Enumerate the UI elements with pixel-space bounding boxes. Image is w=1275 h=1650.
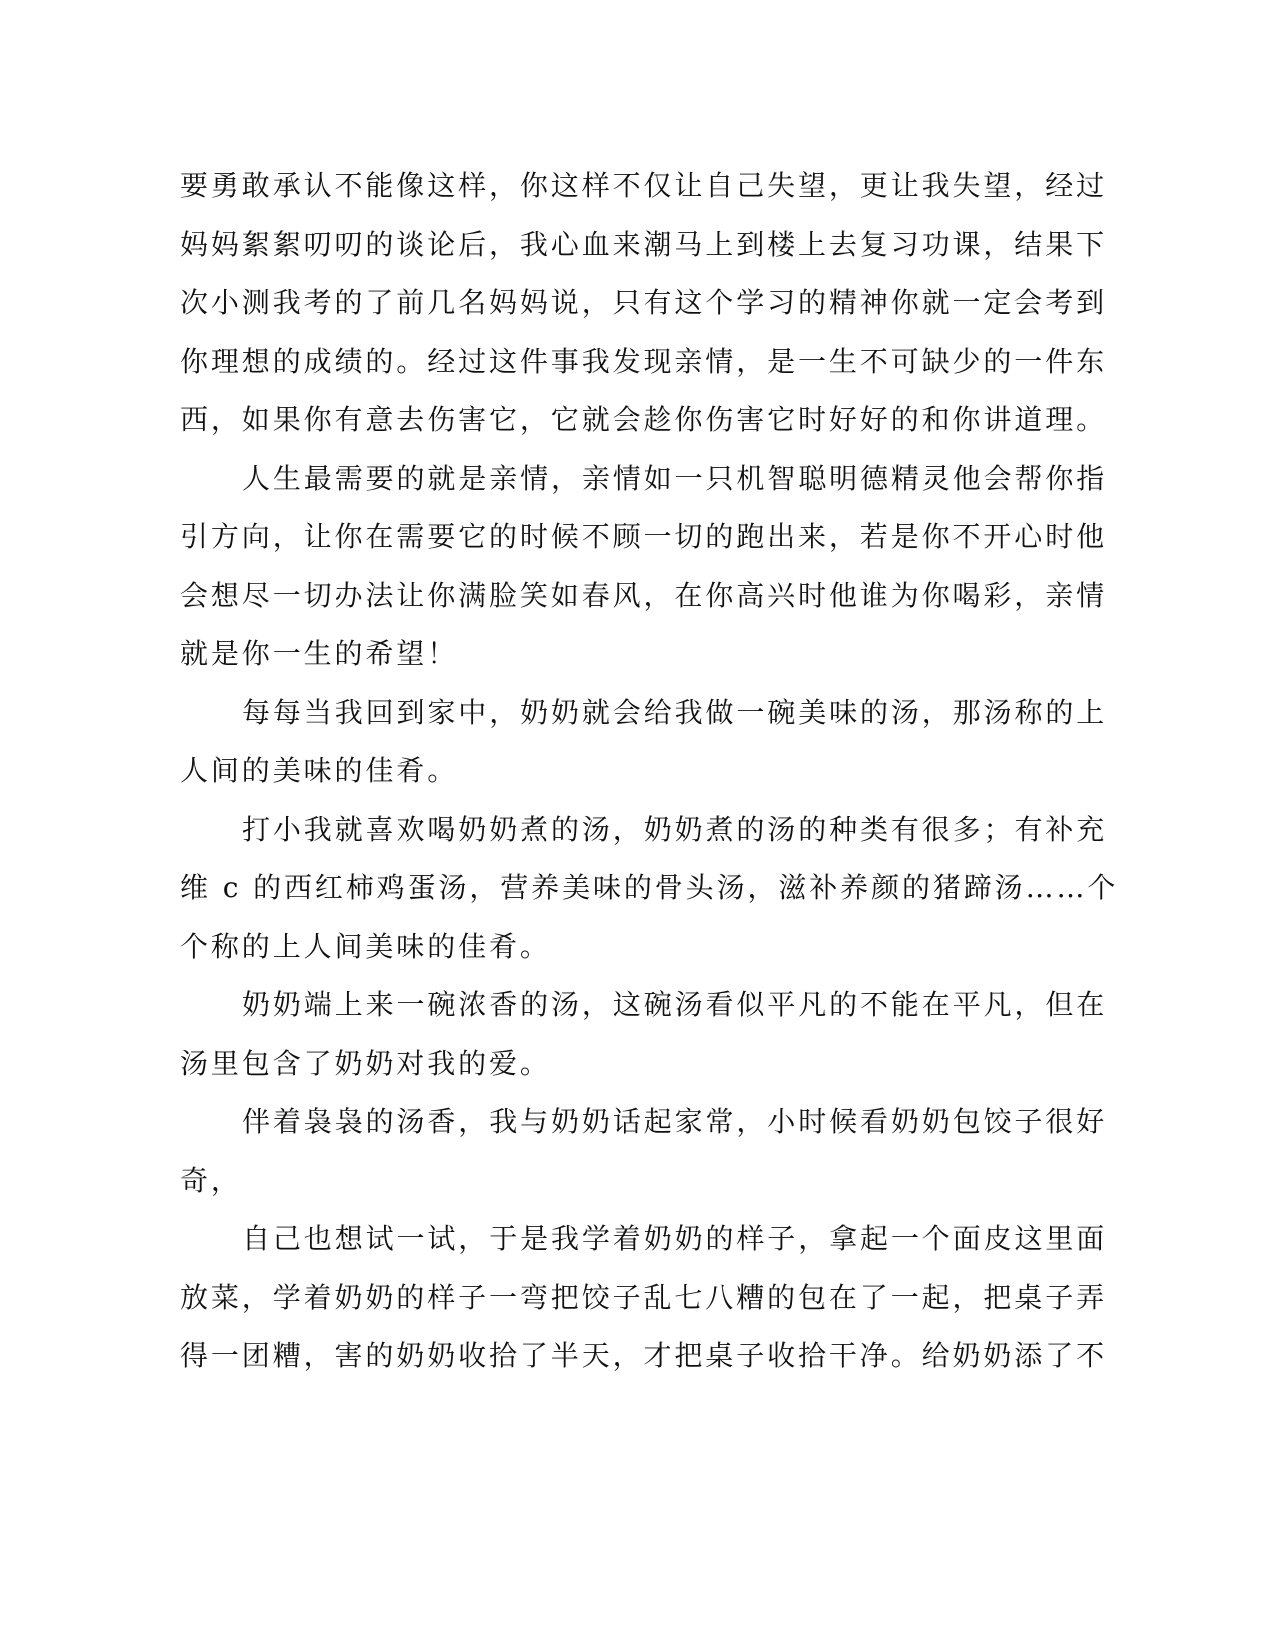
text-line: 伴着袅袅的汤香，我与奶奶话起家常，小时候看奶奶包饺子很好 — [242, 1105, 1108, 1138]
text-line: 放菜，学着奶奶的样子一弯把饺子乱七八糟的包在了一起，把桌子弄 — [180, 1280, 1108, 1314]
paragraph — [180, 1093, 1108, 1210]
text-line: 得一团糟，害的奶奶收拾了半天，才把桌子收拾干净。给奶奶添了不 — [180, 1339, 1108, 1372]
text-line: 人生最需要的就是亲情，亲情如一只机智聪明德精灵他会帮你指 — [242, 461, 1108, 495]
text-line: 次小测我考的了前几名妈妈说，只有这个学习的精神你就一定会考到 — [180, 286, 1108, 319]
paragraph — [180, 450, 1108, 684]
text-line: 维 c 的西红柿鸡蛋汤，营养美味的骨头汤，滋补养颜的猪蹄汤……个 — [180, 871, 1119, 904]
paragraph — [180, 1210, 1108, 1386]
text-line: 自己也想试一试，于是我学着奶奶的样子，拿起一个面皮这里面 — [242, 1222, 1108, 1255]
text-line: 西，如果你有意去伤害它，它就会趁你伤害它时好好的和你讲道理。 — [180, 403, 1108, 436]
paragraph — [180, 684, 1108, 801]
text-line: 打小我就喜欢喝奶奶煮的汤，奶奶煮的汤的种类有很多；有补充 — [242, 812, 1108, 846]
paragraph — [180, 976, 1108, 1093]
text-line: 要勇敢承认不能像这样，你这样不仅让自己失望，更让我失望，经过 — [180, 169, 1108, 202]
text-line: 妈妈絮絮叨叨的谈论后，我心血来潮马上到楼上去复习功课，结果下 — [180, 227, 1108, 261]
text-line: 你理想的成绩的。经过这件事我发现亲情，是一生不可缺少的一件东 — [180, 344, 1108, 378]
text-line: 个称的上人间美味的佳肴。 — [180, 929, 551, 963]
paragraph — [180, 801, 1119, 977]
text-line: 汤里包含了奶奶对我的爱。 — [180, 1046, 551, 1080]
text-line: 人间的美味的佳肴。 — [180, 754, 459, 787]
text-line: 每每当我回到家中，奶奶就会给我做一碗美味的汤，那汤称的上 — [242, 695, 1108, 729]
text-line: 奇， — [180, 1163, 242, 1197]
text-line: 就是你一生的希望！ — [180, 637, 459, 670]
text-line: 会想尽一切办法让你满脸笑如春风，在你高兴时他谁为你喝彩，亲情 — [180, 578, 1108, 612]
text-line: 引方向，让你在需要它的时候不顾一切的跑出来，若是你不开心时他 — [180, 520, 1108, 553]
document-body — [180, 157, 1119, 1386]
paragraph — [180, 157, 1108, 450]
text-line: 奶奶端上来一碗浓香的汤，这碗汤看似平凡的不能在平凡，但在 — [242, 988, 1108, 1021]
